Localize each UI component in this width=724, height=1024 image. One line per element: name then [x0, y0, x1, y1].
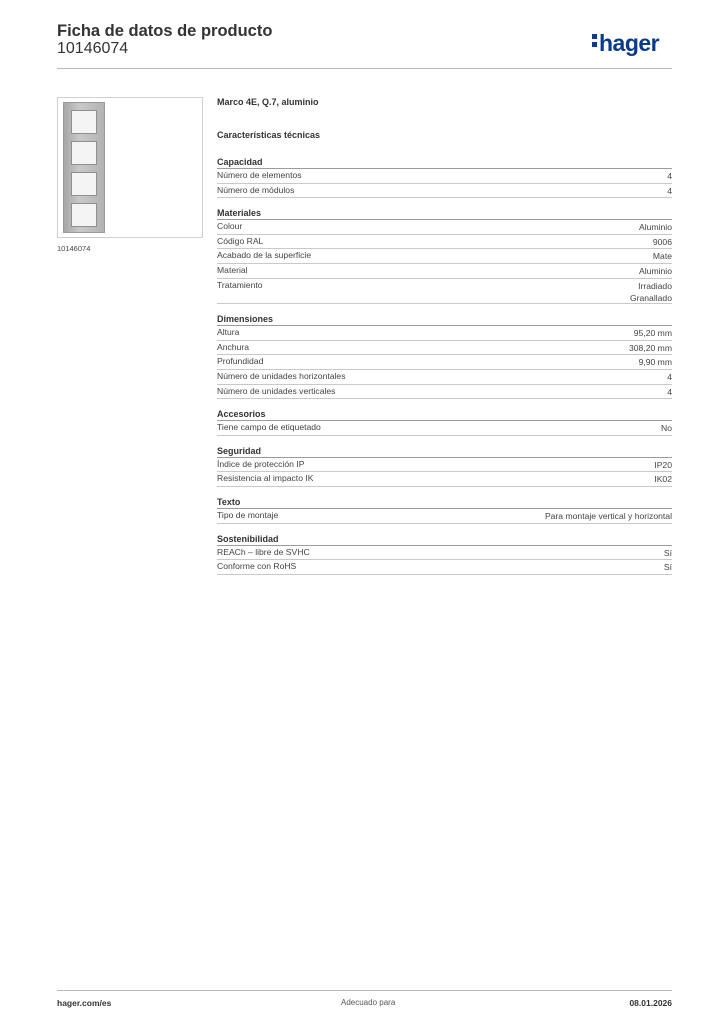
spec-row [217, 326, 672, 341]
spec-value-line: IK02 [654, 474, 672, 485]
spec-label: Acabado de la superficie [217, 250, 312, 261]
spec-value [630, 280, 672, 304]
spec-value [639, 221, 672, 233]
spec-label: Número de módulos [217, 184, 295, 195]
spec-value-line: Para montaje vertical y horizontal [544, 511, 672, 521]
spec-value [545, 510, 672, 522]
spec-label: Tratamiento [217, 279, 263, 290]
spec-value [629, 342, 672, 354]
spec-value [661, 422, 672, 434]
spec-value-line: IP20 [654, 459, 672, 470]
spec-value-line: 4 [667, 372, 672, 382]
spec-row [217, 341, 672, 356]
spec-label: Anchura [217, 341, 250, 352]
spec-label: Número de unidades horizontales [217, 371, 346, 381]
spec-label: Número de elementos [217, 170, 302, 180]
hager-logo [592, 28, 659, 58]
spec-row [217, 249, 672, 264]
spec-value-line: Sí [663, 562, 672, 573]
spec-value [664, 561, 672, 573]
document-title: Ficha de datos de producto [57, 22, 273, 40]
spec-label: Altura [217, 327, 240, 338]
spec-label: Índice de protección IP [217, 458, 305, 469]
spec-row [217, 458, 672, 473]
spec-label: REACh – libre de SVHC [217, 546, 310, 557]
spec-value-line: 9006 [652, 236, 672, 247]
spec-value [653, 250, 672, 262]
spec-row [217, 560, 672, 575]
frame-4-gang-icon [63, 102, 105, 233]
spec-value-line: 4 [667, 386, 672, 397]
spec-label: Tiene campo de etiquetado [217, 422, 321, 433]
spec-value-line: Aluminio [639, 266, 672, 276]
spec-value-line: 4 [667, 171, 672, 181]
footer-center-text: Adecuado para [341, 998, 396, 1007]
spec-group-title: Materiales [217, 208, 262, 219]
header-divider [57, 68, 672, 69]
spec-label: Código RAL [217, 235, 264, 246]
spec-label: Tipo de montaje [217, 510, 279, 520]
spec-row [217, 169, 672, 184]
spec-value-line: 9,90 mm [638, 357, 672, 368]
logo-text: hager [599, 30, 660, 56]
spec-row [217, 264, 672, 279]
spec-value [654, 473, 672, 485]
spec-value [639, 356, 672, 368]
spec-value [667, 170, 672, 182]
spec-label: Colour [217, 221, 243, 232]
spec-row [217, 421, 672, 436]
spec-row [217, 235, 672, 250]
spec-group-title: Dimensiones [217, 314, 274, 325]
footer-date: 08.01.2026 [629, 998, 672, 1008]
spec-value-line: No [661, 423, 672, 434]
spec-label: Número de unidades verticales [217, 385, 336, 396]
spec-value [653, 236, 672, 248]
spec-label: Material [217, 265, 248, 275]
spec-label: Conforme con RoHS [217, 561, 297, 572]
spec-value-line: 308,20 mm [629, 342, 672, 353]
spec-row [217, 370, 672, 385]
spec-row [217, 472, 672, 487]
footer-divider [57, 990, 672, 991]
spec-value-line: 95,20 mm [633, 328, 672, 339]
spec-label: Profundidad [217, 356, 264, 367]
spec-row [217, 355, 672, 370]
spec-group-title: Sostenibilidad [217, 533, 279, 544]
spec-row [217, 509, 672, 524]
spec-row [217, 385, 672, 400]
spec-value [654, 459, 672, 471]
spec-row [217, 546, 672, 561]
product-code: 10146074 [57, 40, 129, 57]
spec-row [217, 279, 672, 305]
spec-row [217, 184, 672, 199]
spec-value [639, 265, 672, 277]
spec-value [667, 371, 672, 383]
footer-website: hager.com/es [57, 998, 112, 1008]
spec-group-title: Capacidad [217, 157, 263, 167]
spec-value-line: Irradiado [638, 280, 672, 291]
spec-value-line: Granallado [629, 292, 672, 303]
spec-value [667, 185, 672, 197]
logo-colon-icon [592, 34, 599, 56]
product-image [57, 97, 203, 238]
spec-value-line: Mate [652, 251, 672, 262]
spec-value [634, 327, 672, 339]
spec-group-title: Accesorios [217, 409, 266, 420]
spec-value [664, 547, 672, 559]
spec-value [667, 386, 672, 398]
specs-heading: Características técnicas [217, 130, 321, 140]
spec-label: Resistencia al impacto IK [217, 473, 314, 484]
spec-value-line: 4 [667, 185, 672, 196]
spec-group-title: Texto [217, 497, 241, 507]
spec-value-line: Aluminio [639, 222, 672, 233]
spec-row [217, 220, 672, 235]
spec-value-line: Sí [663, 547, 672, 558]
product-name: Marco 4E, Q.7, aluminio [217, 97, 319, 107]
spec-group-title: Seguridad [217, 445, 262, 456]
image-caption: 10146074 [57, 244, 91, 253]
